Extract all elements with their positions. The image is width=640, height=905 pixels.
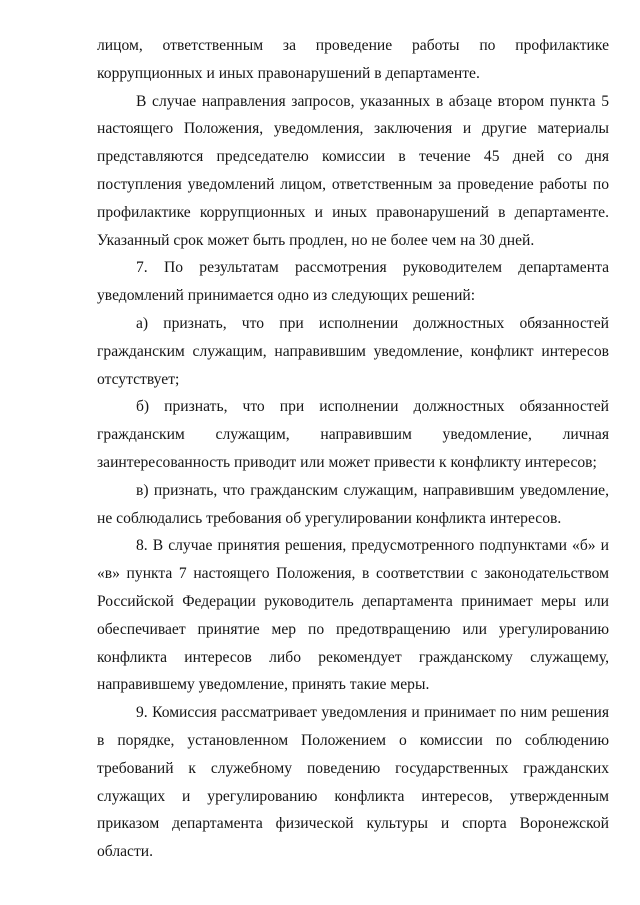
paragraph-item-7a: а) признать, что при исполнении должностных обязанностей гражданским служащим, направившим уведомление, конфликт интересов отсутствует; (97, 314, 609, 388)
paragraph-item-7b: б) признать, что при исполнении должностных обязанностей гражданским служащим, направившим уведомление, личная заинтересованность приводит или может привести к конфликту интересов; (97, 398, 609, 471)
paragraph-item-7: 7. По результатам рассмотрения руководителем департамента уведомлений принимается одно из следующих решений: (97, 259, 609, 305)
paragraph-item-7v: в) признать, что гражданским служащим, направившим уведомление, не соблюдались требования об урегулировании конфликта интересов. (97, 481, 609, 527)
paragraph-item-9: 9. Комиссия рассматривает уведомления и принимает по ним решения в порядке, установленном Положением о комиссии по соблюдению требований к служебному поведению государственных гражданских служащих и урегулированию конфликта интересов, утвержденным приказом департамента физической культуры и спорта Воронежской области. (97, 704, 609, 861)
document-body (97, 32, 609, 866)
paragraph-continuation: лицом, ответственным за проведение работы по профилактике коррупционных и иных правонарушений в департаменте. (97, 37, 609, 82)
paragraph-item-8: 8. В случае принятия решения, предусмотренного подпунктами «б» и «в» пункта 7 настоящего Положения, в соответствии с законодательством Российской Федерации руководитель департамента принимает меры или обеспечивает принятие мер по предотвращению или урегулированию конфликта интересов либо рекомендует гражданскому служащему, направившему уведомление, принять такие меры. (97, 537, 609, 694)
paragraph-requests-deadline: В случае направления запросов, указанных в абзаце втором пункта 5 настоящего Положения, уведомления, заключения и другие материалы представляются председателю комиссии в течение 45 дней со дня поступления уведомлений лицом, ответственным за проведение работы по профилактике коррупционных и иных правонарушений в департаменте. Указанный срок может быть продлен, но не более чем на 30 дней. (97, 92, 609, 249)
